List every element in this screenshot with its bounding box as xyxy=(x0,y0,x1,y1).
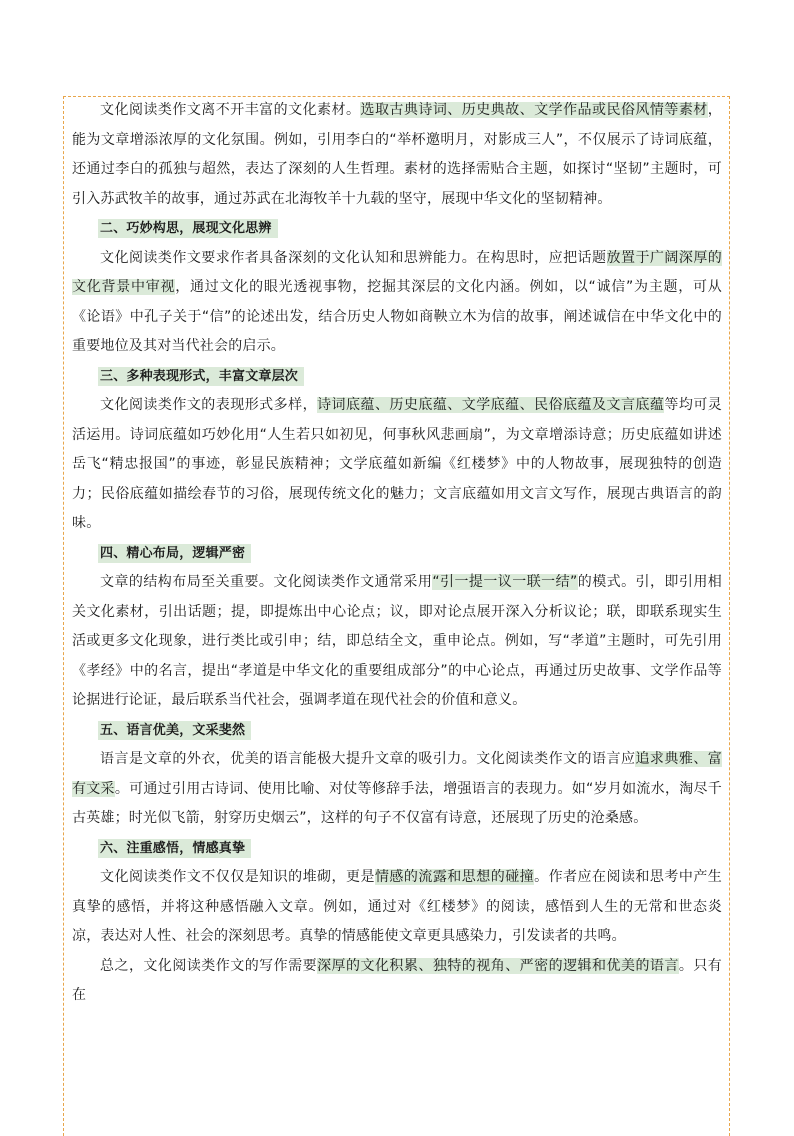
paragraph-text: 文章的结构布局至关重要。文化阅读类作文通常采用 xyxy=(100,574,433,590)
paragraph xyxy=(72,952,722,1011)
paragraph-text: 。作者应在阅读和思考中产生真挚的感悟，并将这种感悟融入文章。例如，通过对《红楼梦》的阅读，感悟到人生的无常和世态炎凉，表达对人性、社会的深刻思考。真挚的情感能使文章更具感染力，引发读者的共鸣。 xyxy=(72,869,722,944)
paragraph xyxy=(72,391,722,539)
paragraph-text: 的模式。引，即引用相关文化素材，引出话题；提，即提炼出中心论点；议，即对论点展开深入分析议论；联，即联系现实生活或更多文化现象，进行类比或引申；结，即总结全文，重申论点。例如，写“孝道”主题时，可先引用《孝经》中的名言，提出“孝道是中华文化的重要组成部分”的中心论点，再通过历史故事、文学作品等论据进行论证，最后联系当代社会，强调孝道在现代社会的价值和意义。 xyxy=(72,574,722,708)
section-heading xyxy=(72,716,722,746)
paragraph-text: 。只有在 xyxy=(72,957,723,1003)
section-heading-text: 六、注重感悟，情感真挚 xyxy=(98,839,251,858)
section-heading-text: 三、多种表现形式，丰富文章层次 xyxy=(98,367,304,386)
highlighted-text: 诗词底蕴、历史底蕴、文学底蕴、民俗底蕴及文言底蕴 xyxy=(317,397,665,413)
document-body xyxy=(72,96,722,1011)
paragraph-text: 。可通过引用古诗词、使用比喻、对仗等修辞手法，增强语言的表现力。如“岁月如流水，淘尽千古英雄；时光似飞箭，射穿历史烟云”，这样的句子不仅富有诗意，还展现了历史的沧桑感。 xyxy=(72,780,722,826)
paragraph xyxy=(72,96,722,214)
highlighted-text: 追求典雅、富有文采 xyxy=(72,751,722,797)
section-heading-text: 二、巧妙构思，展现文化思辨 xyxy=(98,219,278,238)
paragraph-text: 文化阅读类作文离不开丰富的文化素材。 xyxy=(100,102,361,118)
section-heading xyxy=(72,362,722,392)
paragraph-text: ，能为文章增添浓厚的文化氛围。例如，引用李白的“举杯邀明月，对影成三人”，不仅展示了诗词底蕴，还通过李白的孤独与超然，表达了深刻的人生哲理。素材的选择需贴合主题，如探讨“坚韧”主题时，可引入苏武牧羊的故事，通过苏武在北海牧羊十九载的坚守，展现中华文化的坚韧精神。 xyxy=(72,102,722,207)
paragraph xyxy=(72,745,722,834)
paragraph-text: ，通过文化的眼光透视事物，挖掘其深层的文化内涵。例如，以“诚信”为主题，可从《论语》中孔子关于“信”的论述出发，结合历史人物如商鞅立木为信的故事，阐述诚信在中华文化中的重要地位及其对当代社会的启示。 xyxy=(72,279,722,354)
paragraph xyxy=(72,863,722,952)
highlighted-text: 放置于广阔深厚的文化背景中审视 xyxy=(72,249,722,295)
paragraph-text: 总之，文化阅读类作文的写作需要 xyxy=(100,957,318,974)
section-heading-text: 四、精心布局，逻辑严密 xyxy=(98,544,251,563)
paragraph xyxy=(72,244,722,362)
highlighted-text: “引一提一议一联一结” xyxy=(432,574,578,590)
highlighted-text: 情感的流露和思想的碰撞 xyxy=(374,869,535,885)
paragraph-text: 文化阅读类作文的表现形式多样， xyxy=(100,397,318,413)
paragraph-text: 文化阅读类作文要求作者具备深刻的文化认知和思辨能力。在构思时，应把话题 xyxy=(100,249,607,266)
paragraph-text: 等均可灵活运用。诗词底蕴如巧妙化用“人生若只如初见，何事秋风悲画扇”，为文章增添诗意；历史底蕴如讲述岳飞“精忠报国”的事迹，彰显民族精神；文学底蕴如新编《红楼梦》中的人物故事，展现独特的创造力；民俗底蕴如描绘春节的习俗，展现传统文化的魅力；文言底蕴如用文言文写作，展现古典语言的韵味。 xyxy=(72,397,722,531)
paragraph-text: 语言是文章的外衣，优美的语言能极大提升文章的吸引力。文化阅读类作文的语言应 xyxy=(100,751,636,767)
highlighted-text: 深厚的文化积累、独特的视角、严密的逻辑和优美的语言 xyxy=(317,957,679,974)
section-heading xyxy=(72,214,722,244)
paragraph xyxy=(72,568,722,716)
section-heading xyxy=(72,539,722,569)
section-heading xyxy=(72,834,722,864)
highlighted-text: 选取古典诗词、历史典故、文学作品或民俗风情等素材 xyxy=(360,102,708,118)
paragraph-text: 文化阅读类作文不仅仅是知识的堆砌，更是 xyxy=(100,869,375,885)
section-heading-text: 五、语言优美，文采斐然 xyxy=(98,721,251,740)
